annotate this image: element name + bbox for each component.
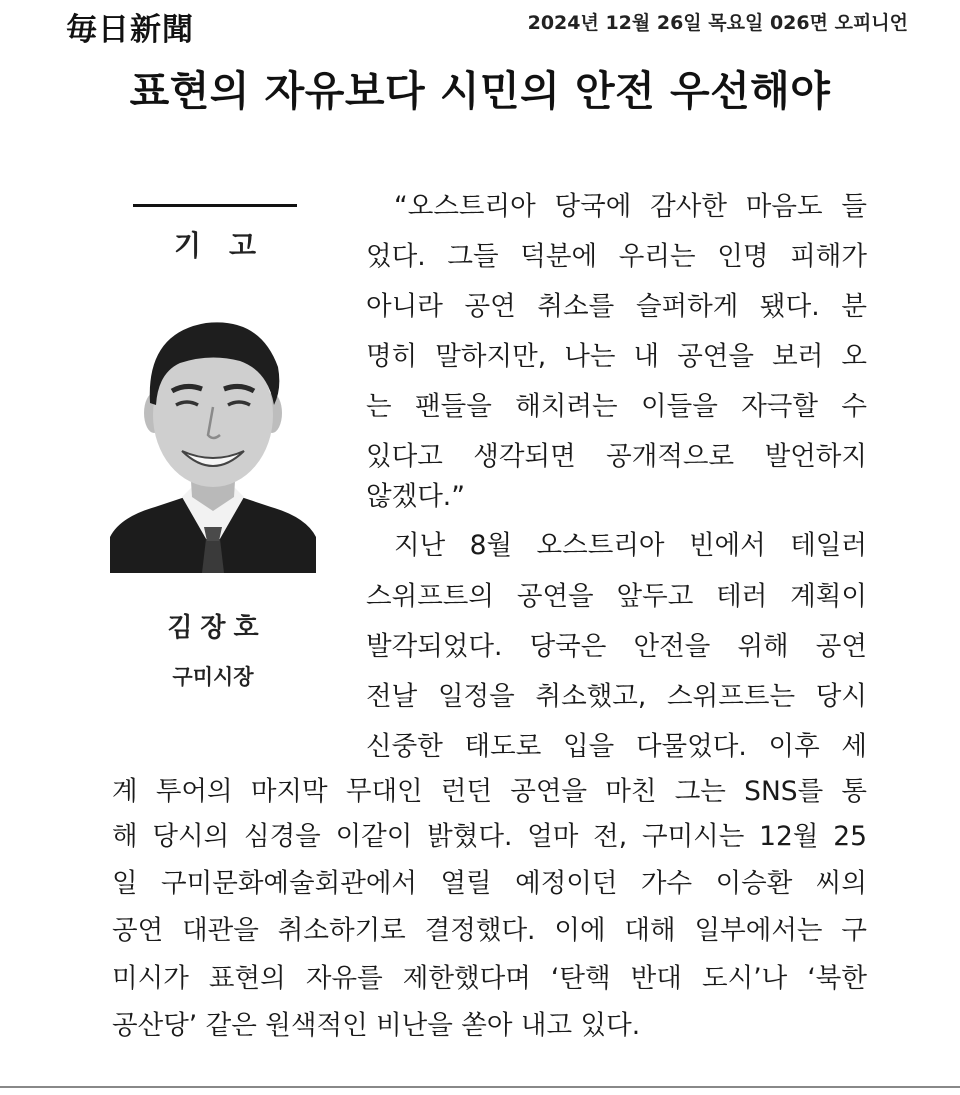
body-line: 었다. 그들 덕분에 우리는 인명 피해가 — [366, 241, 867, 272]
body-line: 신중한 태도로 입을 다물었다. 이후 세 — [366, 731, 867, 762]
author-name: 김장호 — [167, 613, 267, 643]
body-line: 공산당’ 같은 원색적인 비난을 쏟아 내고 있다. — [112, 1010, 641, 1041]
body-line: 아니라 공연 취소를 슬퍼하게 됐다. 분 — [366, 291, 867, 322]
author-portrait-image — [110, 305, 316, 573]
body-line: 스위프트의 공연을 앞두고 테러 계획이 — [366, 581, 867, 612]
author-title: 구미시장 — [172, 665, 254, 689]
body-line: 해 당시의 심경을 이같이 밝혔다. 얼마 전, 구미시는 12월 25 — [112, 821, 867, 852]
body-line: 는 팬들을 해치려는 이들을 자극할 수 — [366, 391, 867, 422]
page-bottom-rule — [0, 1086, 960, 1088]
newspaper-masthead: 毎日新聞 — [66, 12, 194, 48]
body-line: “오스트리아 당국에 감사한 마음도 들 — [394, 191, 867, 222]
body-line: 미시가 표현의 자유를 제한했다며 ‘탄핵 반대 도시’나 ‘북한 — [112, 963, 867, 994]
body-line: 전날 일정을 취소했고, 스위프트는 당시 — [366, 681, 867, 712]
author-photo — [110, 305, 316, 573]
dateline: 2024년 12월 26일 목요일 026면 오피니언 — [527, 12, 908, 34]
body-line: 일 구미문화예술회관에서 열릴 예정이던 가수 이승환 씨의 — [112, 868, 867, 899]
body-line: 명히 말하지만, 나는 내 공연을 보러 오 — [366, 341, 867, 372]
body-line: 계 투어의 마지막 무대인 런던 공연을 마친 그는 SNS를 통 — [112, 776, 867, 807]
column-rule — [133, 204, 297, 207]
column-label: 기고 — [173, 229, 285, 262]
body-line: 지난 8월 오스트리아 빈에서 테일러 — [394, 530, 867, 561]
body-line: 않겠다.” — [366, 481, 465, 512]
article-headline: 표현의 자유보다 시민의 안전 우선해야 — [129, 67, 831, 115]
body-line: 공연 대관을 취소하기로 결정했다. 이에 대해 일부에서는 구 — [112, 915, 867, 946]
body-line: 있다고 생각되면 공개적으로 발언하지 — [366, 441, 867, 472]
body-line: 발각되었다. 당국은 안전을 위해 공연 — [366, 631, 867, 662]
